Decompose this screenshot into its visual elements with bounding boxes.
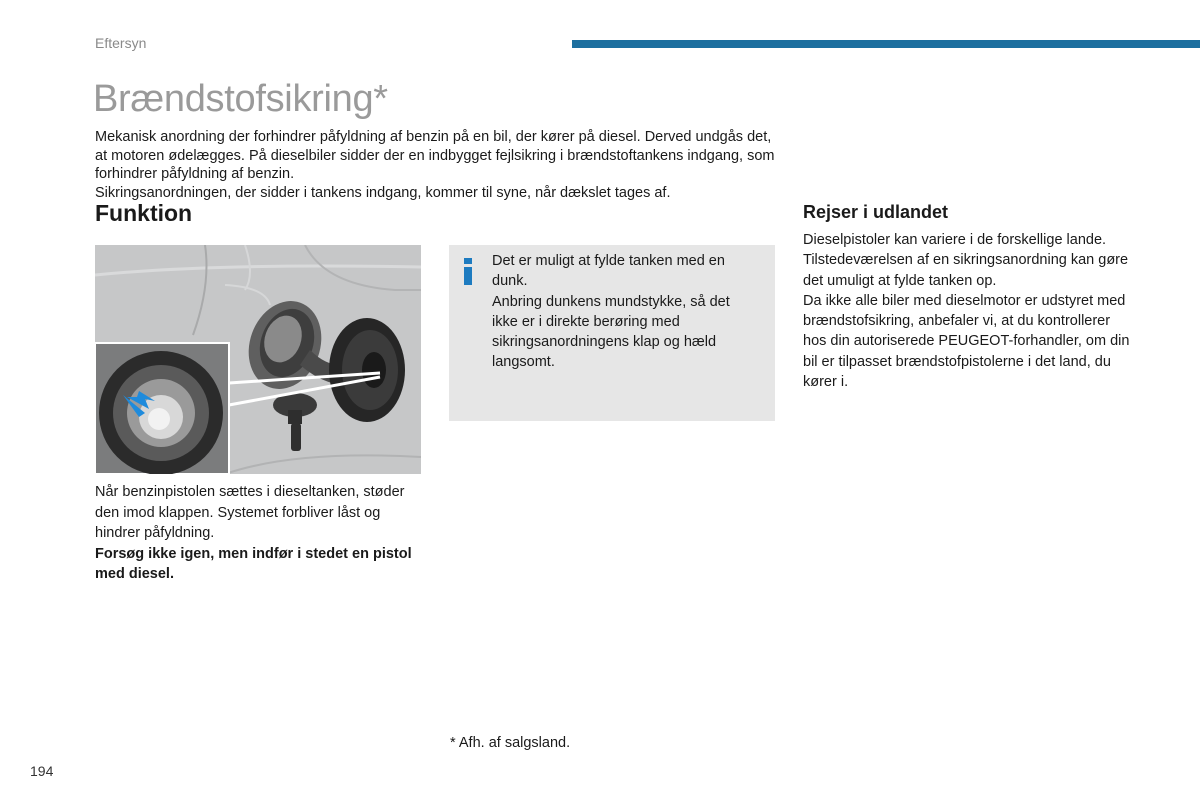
page-title: Brændstofsikring* [93, 78, 388, 120]
section-label: Eftersyn [95, 35, 147, 51]
function-heading: Funktion [95, 200, 193, 226]
info-icon [464, 258, 473, 282]
travel-text [803, 230, 1133, 392]
page-number: 194 [30, 763, 54, 779]
info-paragraph: Det er muligt at fylde tanken med en dunk. [492, 253, 725, 290]
warning-text: Forsøg ikke igen, men indfør i stedet en pistol med diesel. [95, 545, 412, 582]
caption-text: Når benzinpistolen sættes i dieseltanken, støder den imod klappen. Systemet forbliver låst og hindrer påfyldning. [95, 484, 405, 541]
info-paragraph: Anbring dunkens mundstykke, så det ikke er i direkte berøring med sikringsanordningens klap og hæld langsomt. [492, 293, 730, 371]
fuel-filler-drawing [95, 245, 421, 474]
travel-paragraph: Tilstedeværelsen af en sikringsanordning kan gøre det umuligt at fylde tanken op. [803, 252, 1129, 289]
intro-text [95, 128, 775, 202]
info-box [449, 245, 775, 421]
header-accent-bar [572, 40, 1200, 48]
footnote: * Afh. af salgsland. [450, 735, 571, 751]
info-text [492, 251, 754, 373]
travel-paragraph: Dieselpistoler kan variere i de forskellige lande. [803, 232, 1107, 248]
intro-paragraph: Mekanisk anordning der forhindrer påfyldning af benzin på en bil, der kører på diesel. Derved undgås det, at motoren ødelægges. På dieselbiler sidder der en indbygget fejlsikring i brændstoftankens indgang, som forhindrer påfyldning af benzin. [95, 129, 775, 182]
fuel-filler-illustration [95, 245, 421, 474]
travel-heading: Rejser i udlandet [803, 202, 949, 222]
travel-paragraph: Da ikke alle biler med dieselmotor er udstyret med brændstofsikring, anbefaler vi, at du kontrollerer hos din autoriserede PEUGEOT-forhandler, om din bil er tilpasset brændstofpistolerne i det land, du kører i. [803, 292, 1130, 391]
figure-caption [95, 482, 415, 585]
intro-paragraph: Sikringsanordningen, der sidder i tankens indgang, kommer til syne, når dækslet tages af. [95, 184, 671, 201]
